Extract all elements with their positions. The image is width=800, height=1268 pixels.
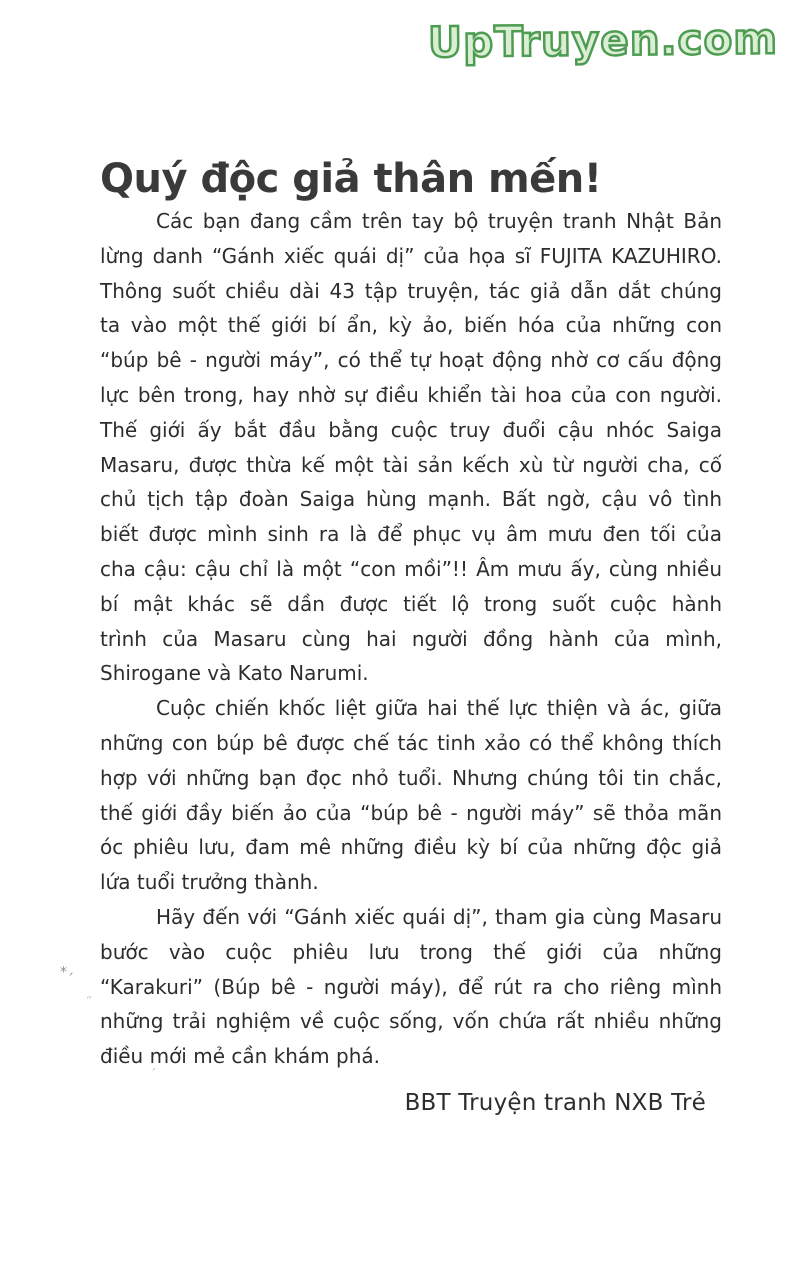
body-line: “búp bê - người máy”, có thể tự hoạt động nhờ cơ cấu động bbox=[100, 348, 722, 373]
body-text bbox=[100, 204, 722, 1074]
body-line: Cuộc chiến khốc liệt giữa hai thế lực thiện và ác, giữa bbox=[156, 696, 722, 721]
body-line: óc phiêu lưu, đam mê những điều kỳ bí của những độc giả bbox=[100, 835, 722, 860]
body-line: chủ tịch tập đoàn Saiga hùng mạnh. Bất ngờ, cậu vô tình bbox=[100, 487, 722, 512]
scan-artifact: ˊ bbox=[150, 1068, 157, 1083]
body-line: lứa tuổi trưởng thành. bbox=[100, 870, 319, 895]
body-line: những con búp bê được chế tác tinh xảo có thể không thích bbox=[100, 730, 722, 755]
body-line: lừng danh “Gánh xiếc quái dị” của họa sĩ FUJITA KAZUHIRO. bbox=[100, 243, 722, 268]
body-line: điều mới mẻ cần khám phá. bbox=[100, 1044, 380, 1069]
body-line: “Karakuri” (Búp bê - người máy), để rút ra cho riêng mình bbox=[100, 974, 722, 999]
body-line: bước vào cuộc phiêu lưu trong thế giới của những bbox=[100, 939, 722, 964]
body-line: thế giới đầy biến ảo của “búp bê - người máy” sẽ thỏa mãn bbox=[100, 800, 722, 825]
body-line: biết được mình sinh ra là để phục vụ âm mưu đen tối của bbox=[100, 522, 722, 547]
page-title: Quý độc giả thân mến! bbox=[100, 155, 602, 202]
body-line: Các bạn đang cầm trên tay bộ truyện tranh Nhật Bản bbox=[156, 209, 722, 233]
uptruyen-watermark: UpTruyen.com bbox=[427, 14, 779, 67]
body-line: trình của Masaru cùng hai người đồng hành của mình, bbox=[100, 626, 722, 651]
body-line: hợp với những bạn đọc nhỏ tuổi. Nhưng chúng tôi tin chắc, bbox=[100, 765, 722, 790]
body-line: Thông suốt chiều dài 43 tập truyện, tác giả dẫn dắt chúng bbox=[100, 278, 722, 303]
signature: BBT Truyện tranh NXB Trẻ bbox=[404, 1090, 706, 1116]
scan-artifact: ⁎ˏ bbox=[60, 960, 74, 976]
body-line: ta vào một thế giới bí ẩn, kỳ ảo, biến hóa của những con bbox=[100, 313, 722, 338]
body-line: Hãy đến với “Gánh xiếc quái dị”, tham gia cùng Masaru bbox=[156, 904, 722, 929]
body-line: Shirogane và Kato Narumi. bbox=[100, 661, 369, 686]
body-line: những trải nghiệm về cuộc sống, vốn chứa rất nhiều những bbox=[100, 1009, 722, 1034]
body-line: Thế giới ấy bắt đầu bằng cuộc truy đuổi cậu nhóc Saiga bbox=[100, 417, 722, 442]
body-line: Masaru, được thừa kế một tài sản kếch xù từ người cha, cố bbox=[100, 452, 722, 477]
body-line: lực bên trong, hay nhờ sự điều khiển tài hoa của con người. bbox=[100, 382, 722, 407]
body-line: cha cậu: cậu chỉ là một “con mồi”!! Âm mưu ấy, cùng nhiều bbox=[100, 556, 722, 581]
body-line: bí mật khác sẽ dần được tiết lộ trong suốt cuộc hành bbox=[100, 591, 722, 616]
scan-artifact: ” bbox=[86, 994, 93, 1008]
